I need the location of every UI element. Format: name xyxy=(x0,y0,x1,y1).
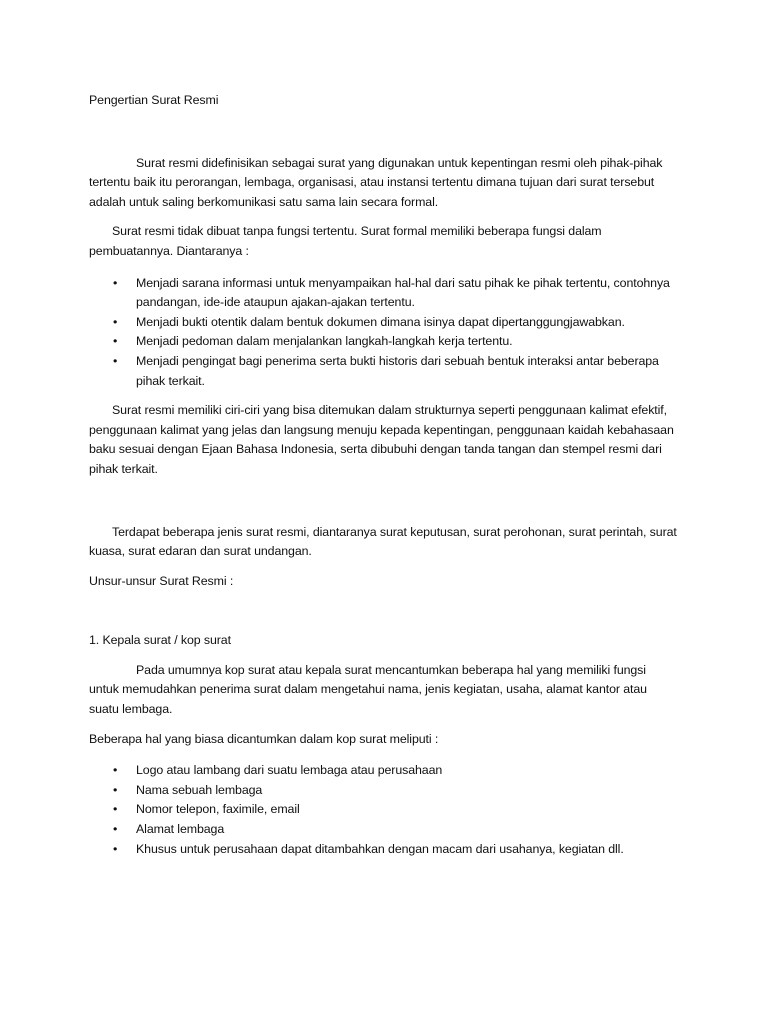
list-item xyxy=(89,332,679,352)
list-item xyxy=(89,800,679,820)
bullet-icon: • xyxy=(113,802,118,817)
paragraph-functions-intro: Surat resmi tidak dibuat tanpa fungsi tertentu. Surat formal memiliki beberapa fungsi dalam pembuatannya. Diantaranya : xyxy=(89,224,602,258)
bullet-icon: • xyxy=(113,763,118,778)
letterhead-list xyxy=(89,761,679,859)
bullet-icon: • xyxy=(113,353,118,368)
list-item xyxy=(89,313,679,333)
list-item xyxy=(89,352,679,391)
list-item xyxy=(89,761,679,781)
bullet-icon: • xyxy=(113,275,118,290)
list-item-text: Menjadi pengingat bagi penerima serta bukti historis dari sebuah bentuk interaksi antar beberapa pihak terkait. xyxy=(136,353,659,388)
heading-elements: Unsur-unsur Surat Resmi : xyxy=(89,573,234,588)
paragraph-characteristics: Surat resmi memiliki ciri-ciri yang bisa ditemukan dalam strukturnya seperti penggunaan kalimat efektif, penggunaan kalimat yang jelas dan langsung menuju kepada kepentingan, penggunaan kaidah kebahasaan baku sesuai dengan Ejaan Bahasa Indonesia, serta dibubuhi dengan tanda tangan dan stempel resmi dari pihak terkait. xyxy=(89,403,674,476)
bullet-icon: • xyxy=(113,314,118,329)
bullet-icon: • xyxy=(113,822,118,837)
bullet-icon: • xyxy=(113,782,118,797)
heading-section-1: 1. Kepala surat / kop surat xyxy=(89,633,231,648)
list-item-text: Menjadi bukti otentik dalam bentuk dokumen dimana isinya dapat dipertanggungjawabkan. xyxy=(136,314,625,329)
paragraph-letterhead-items-intro: Beberapa hal yang biasa dicantumkan dalam kop surat meliputi : xyxy=(89,731,439,746)
list-item xyxy=(89,274,679,313)
list-item-text: Alamat lembaga xyxy=(136,822,225,837)
paragraph-types: Terdapat beberapa jenis surat resmi, diantaranya surat keputusan, surat perohonan, surat perintah, surat kuasa, surat edaran dan surat undangan. xyxy=(89,524,677,559)
list-item xyxy=(89,781,679,801)
page-title: Pengertian Surat Resmi xyxy=(89,93,219,107)
list-item-text: Menjadi sarana informasi untuk menyampaikan hal-hal dari satu pihak ke pihak tertentu, contohnya pandangan, ide-ide ataupun ajakan-ajakan tertentu. xyxy=(136,275,670,310)
list-item-text: Khusus untuk perusahaan dapat ditambahkan dengan macam dari usahanya, kegiatan dll. xyxy=(136,841,624,856)
list-item-text: Menjadi pedoman dalam menjalankan langkah-langkah kerja tertentu. xyxy=(136,334,513,349)
list-item-text: Nama sebuah lembaga xyxy=(136,782,263,797)
paragraph-definition: Surat resmi didefinisikan sebagai surat yang digunakan untuk kepentingan resmi oleh pihak-pihak tertentu baik itu perorangan, lembaga, organisasi, atau instansi tertentu dimana tujuan dari surat tersebut adalah untuk saling berkomunikasi satu sama lain secara formal. xyxy=(89,155,663,209)
list-item xyxy=(89,820,679,840)
list-item-text: Logo atau lambang dari suatu lembaga atau perusahaan xyxy=(136,763,443,778)
list-item xyxy=(89,840,679,860)
functions-list xyxy=(89,274,679,392)
list-item-text: Nomor telepon, faximile, email xyxy=(136,802,300,817)
bullet-icon: • xyxy=(113,334,118,349)
bullet-icon: • xyxy=(113,841,118,856)
document-body xyxy=(89,91,679,859)
paragraph-letterhead: Pada umumnya kop surat atau kepala surat mencantumkan beberapa hal yang memiliki fungsi untuk memudahkan penerima surat dalam mengetahui nama, jenis kegiatan, usaha, alamat kantor atau suatu lembaga. xyxy=(89,662,647,717)
